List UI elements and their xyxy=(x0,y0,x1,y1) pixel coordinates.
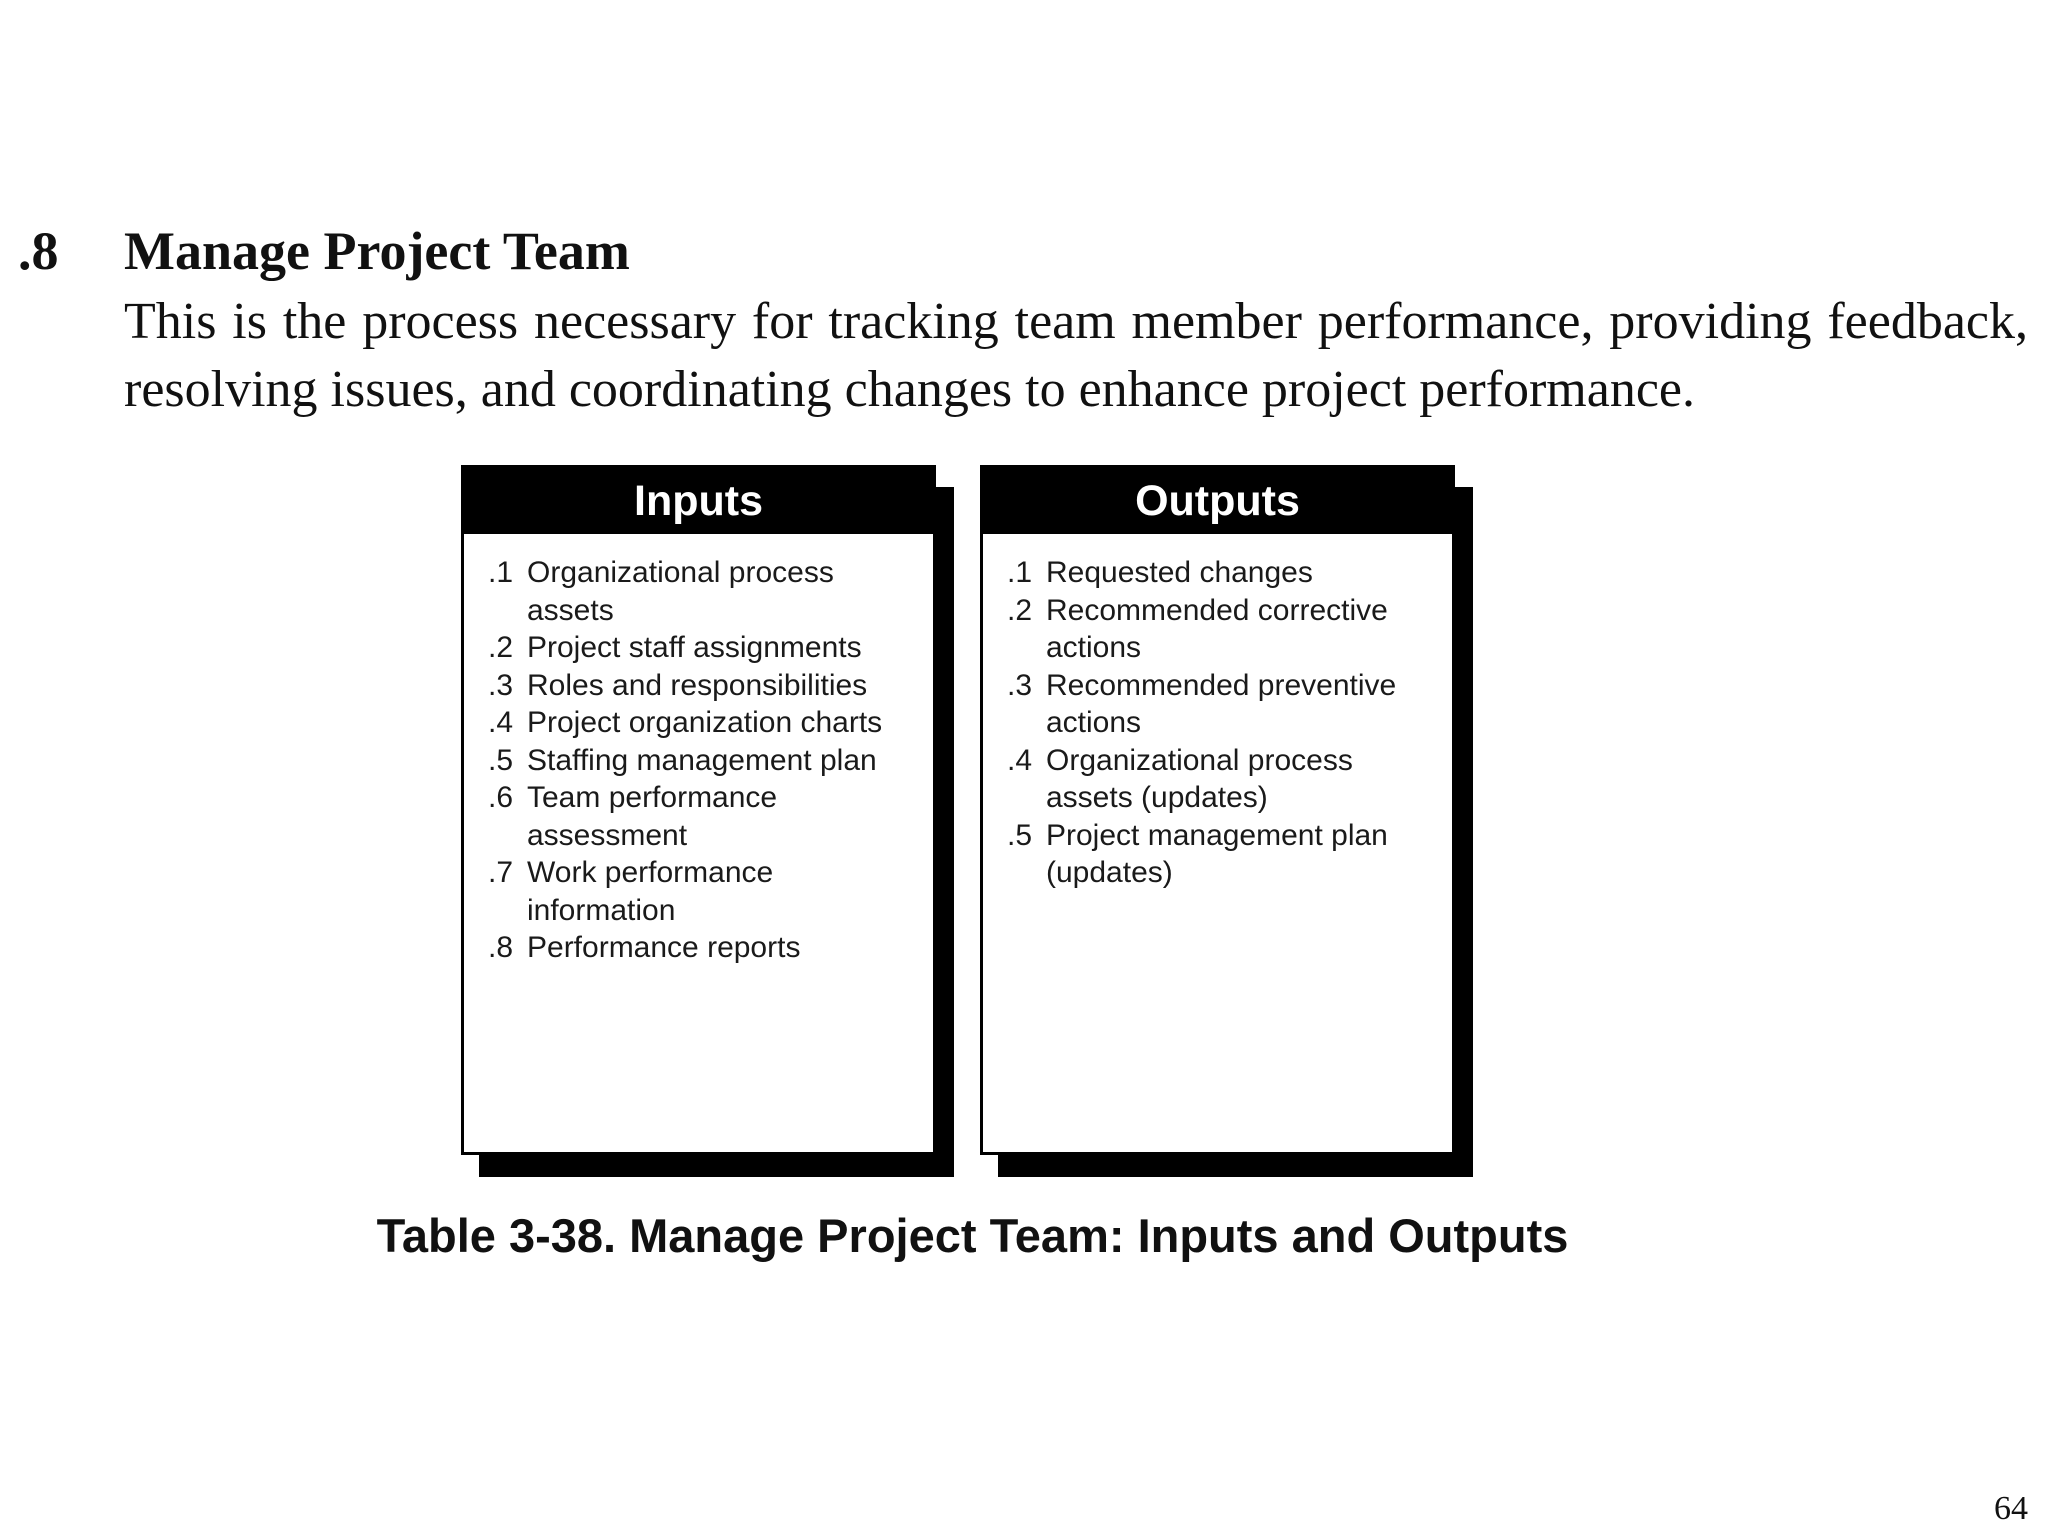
item-text: Team performance assessment xyxy=(527,781,778,852)
item-number: .3 xyxy=(488,668,514,702)
list-item xyxy=(488,929,923,967)
item-number: .8 xyxy=(488,931,514,964)
item-text: Recommended corrective actions xyxy=(1046,593,1388,664)
outputs-box xyxy=(980,465,1455,1155)
section-description: This is the process necessary for tracking team member performance, providing feedback, resolving issues, and coordinating changes to enhance project performance. xyxy=(124,293,2028,418)
item-text: Organizational process assets xyxy=(527,556,834,627)
list-item xyxy=(488,854,923,929)
outputs-list xyxy=(983,534,1452,892)
item-text: Project management plan (updates) xyxy=(1046,818,1388,889)
item-number: .2 xyxy=(1007,593,1033,627)
list-item xyxy=(1007,592,1442,667)
outputs-header: Outputs xyxy=(983,468,1452,534)
list-item xyxy=(488,742,923,780)
item-text: Staffing management plan xyxy=(527,743,877,777)
item-text: Work performance information xyxy=(527,856,774,927)
item-number: .5 xyxy=(1007,818,1033,852)
item-text: Project staff assignments xyxy=(527,631,862,664)
list-item xyxy=(488,667,923,705)
table-caption: Table 3-38. Manage Project Team: Inputs and Outputs xyxy=(376,1209,1569,1262)
item-number: .1 xyxy=(488,556,514,589)
list-item xyxy=(488,554,923,629)
list-item xyxy=(1007,554,1442,592)
item-text: Project organization charts xyxy=(527,706,883,739)
item-number: .1 xyxy=(1007,556,1033,589)
inputs-list xyxy=(464,534,933,967)
list-item xyxy=(1007,817,1442,892)
item-number: .7 xyxy=(488,856,514,889)
item-number: .4 xyxy=(1007,743,1033,777)
list-item xyxy=(1007,667,1442,742)
item-number: .4 xyxy=(488,706,514,739)
inputs-header: Inputs xyxy=(464,468,933,534)
page-number: 64 xyxy=(1994,1490,2028,1527)
item-number: .2 xyxy=(488,631,514,664)
inputs-box xyxy=(461,465,936,1155)
list-item xyxy=(488,779,923,854)
item-text: Requested changes xyxy=(1046,556,1313,589)
item-text: Roles and responsibilities xyxy=(527,668,868,702)
list-item xyxy=(1007,742,1442,817)
item-number: .5 xyxy=(488,743,514,777)
item-number: .6 xyxy=(488,781,514,814)
item-text: Recommended preventive actions xyxy=(1046,668,1397,739)
list-item xyxy=(488,629,923,667)
list-item xyxy=(488,704,923,742)
item-text: Performance reports xyxy=(527,931,801,964)
section-title: Manage Project Team xyxy=(124,221,630,281)
section-number: .8 xyxy=(18,221,59,281)
item-number: .3 xyxy=(1007,668,1033,702)
item-text: Organizational process assets (updates) xyxy=(1046,743,1353,814)
